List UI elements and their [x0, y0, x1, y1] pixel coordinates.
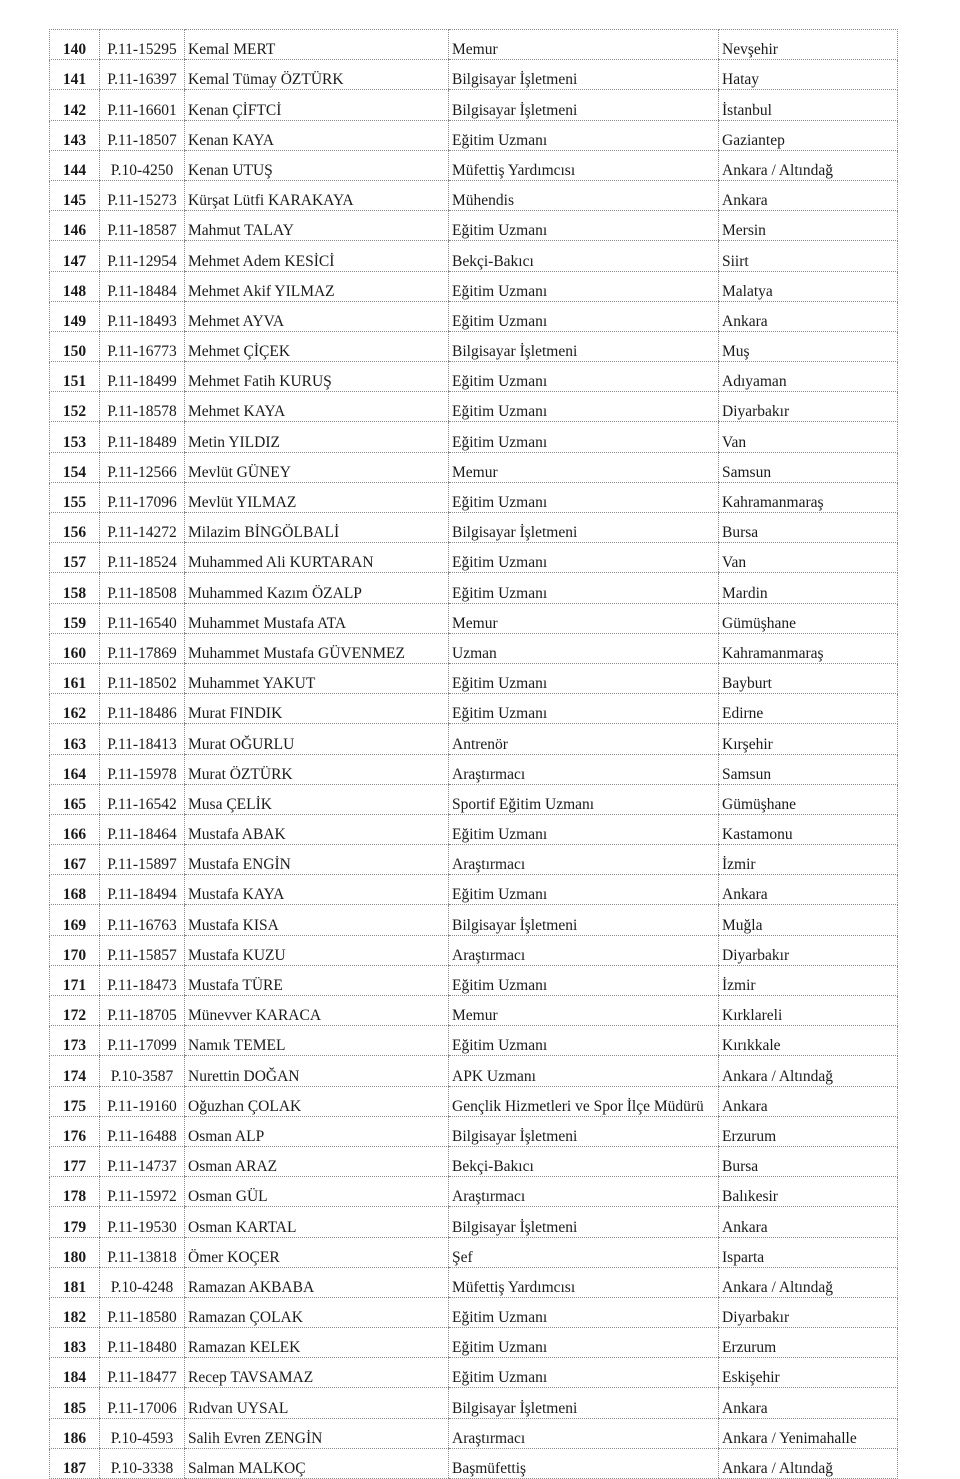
row-number-cell: 166: [50, 814, 100, 844]
job-title-cell: Bilgisayar İşletmeni: [449, 905, 719, 935]
row-number-cell: 164: [50, 754, 100, 784]
row-number-cell: 148: [50, 271, 100, 301]
location-cell: Bayburt: [719, 663, 898, 693]
personnel-table-body: [50, 30, 898, 1479]
row-number-cell: 175: [50, 1086, 100, 1116]
location-cell: Samsun: [719, 754, 898, 784]
table-row: [50, 1086, 898, 1116]
job-title-cell: Araştırmacı: [449, 935, 719, 965]
row-number-cell: 142: [50, 90, 100, 120]
person-name-cell: Mustafa ENGİN: [185, 845, 449, 875]
registry-number-cell: P.11-18484: [100, 271, 185, 301]
job-title-cell: Memur: [449, 996, 719, 1026]
job-title-cell: Eğitim Uzmanı: [449, 663, 719, 693]
person-name-cell: Kemal MERT: [185, 30, 449, 60]
row-number-cell: 153: [50, 422, 100, 452]
job-title-cell: Memur: [449, 603, 719, 633]
person-name-cell: Muhammet Mustafa ATA: [185, 603, 449, 633]
location-cell: Ankara: [719, 180, 898, 210]
person-name-cell: Osman KARTAL: [185, 1207, 449, 1237]
location-cell: Mardin: [719, 573, 898, 603]
location-cell: Gümüşhane: [719, 784, 898, 814]
row-number-cell: 172: [50, 996, 100, 1026]
location-cell: Balıkesir: [719, 1177, 898, 1207]
row-number-cell: 165: [50, 784, 100, 814]
registry-number-cell: P.10-4593: [100, 1418, 185, 1448]
person-name-cell: Ramazan KELEK: [185, 1328, 449, 1358]
location-cell: Van: [719, 422, 898, 452]
job-title-cell: Antrenör: [449, 724, 719, 754]
registry-number-cell: P.11-18486: [100, 694, 185, 724]
registry-number-cell: P.11-18507: [100, 120, 185, 150]
registry-number-cell: P.11-19530: [100, 1207, 185, 1237]
job-title-cell: Eğitim Uzmanı: [449, 482, 719, 512]
registry-number-cell: P.11-18580: [100, 1297, 185, 1327]
person-name-cell: Mehmet KAYA: [185, 392, 449, 422]
registry-number-cell: P.11-19160: [100, 1086, 185, 1116]
person-name-cell: Mevlüt GÜNEY: [185, 452, 449, 482]
location-cell: Ankara: [719, 1388, 898, 1418]
table-row: [50, 996, 898, 1026]
person-name-cell: Mehmet Akif YILMAZ: [185, 271, 449, 301]
person-name-cell: Osman ARAZ: [185, 1146, 449, 1176]
location-cell: Erzurum: [719, 1116, 898, 1146]
table-row: [50, 30, 898, 60]
row-number-cell: 180: [50, 1237, 100, 1267]
location-cell: Muğla: [719, 905, 898, 935]
job-title-cell: Bilgisayar İşletmeni: [449, 1207, 719, 1237]
table-row: [50, 392, 898, 422]
location-cell: Eskişehir: [719, 1358, 898, 1388]
job-title-cell: Bilgisayar İşletmeni: [449, 1116, 719, 1146]
location-cell: İstanbul: [719, 90, 898, 120]
row-number-cell: 162: [50, 694, 100, 724]
table-row: [50, 1328, 898, 1358]
person-name-cell: Ramazan AKBABA: [185, 1267, 449, 1297]
person-name-cell: Muhammet Mustafa GÜVENMEZ: [185, 633, 449, 663]
location-cell: Nevşehir: [719, 30, 898, 60]
location-cell: Kırklareli: [719, 996, 898, 1026]
location-cell: Diyarbakır: [719, 392, 898, 422]
registry-number-cell: P.11-18493: [100, 301, 185, 331]
location-cell: Malatya: [719, 271, 898, 301]
job-title-cell: Eğitim Uzmanı: [449, 211, 719, 241]
table-row: [50, 362, 898, 392]
job-title-cell: APK Uzmanı: [449, 1056, 719, 1086]
job-title-cell: Eğitim Uzmanı: [449, 422, 719, 452]
person-name-cell: Muhammed Ali KURTARAN: [185, 543, 449, 573]
job-title-cell: Eğitim Uzmanı: [449, 875, 719, 905]
location-cell: Bursa: [719, 513, 898, 543]
row-number-cell: 187: [50, 1448, 100, 1478]
person-name-cell: Muhammed Kazım ÖZALP: [185, 573, 449, 603]
row-number-cell: 184: [50, 1358, 100, 1388]
person-name-cell: Nurettin DOĞAN: [185, 1056, 449, 1086]
table-row: [50, 935, 898, 965]
job-title-cell: Eğitim Uzmanı: [449, 694, 719, 724]
table-row: [50, 965, 898, 995]
row-number-cell: 170: [50, 935, 100, 965]
person-name-cell: Recep TAVSAMAZ: [185, 1358, 449, 1388]
table-row: [50, 211, 898, 241]
registry-number-cell: P.11-12566: [100, 452, 185, 482]
location-cell: Ankara: [719, 875, 898, 905]
person-name-cell: Kenan UTUŞ: [185, 150, 449, 180]
job-title-cell: Eğitim Uzmanı: [449, 120, 719, 150]
row-number-cell: 174: [50, 1056, 100, 1086]
location-cell: Ankara / Altındağ: [719, 150, 898, 180]
location-cell: Ankara: [719, 301, 898, 331]
table-row: [50, 60, 898, 90]
job-title-cell: Gençlik Hizmetleri ve Spor İlçe Müdürü: [449, 1086, 719, 1116]
location-cell: Ankara / Altındağ: [719, 1056, 898, 1086]
location-cell: Mersin: [719, 211, 898, 241]
location-cell: Ankara: [719, 1207, 898, 1237]
table-row: [50, 754, 898, 784]
job-title-cell: Eğitim Uzmanı: [449, 543, 719, 573]
job-title-cell: Bilgisayar İşletmeni: [449, 60, 719, 90]
person-name-cell: Milazim BİNGÖLBALİ: [185, 513, 449, 543]
table-row: [50, 1116, 898, 1146]
registry-number-cell: P.11-12954: [100, 241, 185, 271]
job-title-cell: Müfettiş Yardımcısı: [449, 1267, 719, 1297]
job-title-cell: Eğitim Uzmanı: [449, 301, 719, 331]
location-cell: İzmir: [719, 965, 898, 995]
job-title-cell: Şef: [449, 1237, 719, 1267]
location-cell: Isparta: [719, 1237, 898, 1267]
table-row: [50, 905, 898, 935]
job-title-cell: Memur: [449, 452, 719, 482]
table-row: [50, 1237, 898, 1267]
registry-number-cell: P.11-17099: [100, 1026, 185, 1056]
table-row: [50, 724, 898, 754]
job-title-cell: Eğitim Uzmanı: [449, 1328, 719, 1358]
row-number-cell: 181: [50, 1267, 100, 1297]
registry-number-cell: P.11-17096: [100, 482, 185, 512]
person-name-cell: Kürşat Lütfi KARAKAYA: [185, 180, 449, 210]
job-title-cell: Eğitim Uzmanı: [449, 1026, 719, 1056]
location-cell: Diyarbakır: [719, 935, 898, 965]
registry-number-cell: P.11-17006: [100, 1388, 185, 1418]
registry-number-cell: P.11-16773: [100, 331, 185, 361]
table-row: [50, 633, 898, 663]
job-title-cell: Başmüfettiş: [449, 1448, 719, 1478]
person-name-cell: Murat OĞURLU: [185, 724, 449, 754]
table-row: [50, 1026, 898, 1056]
row-number-cell: 156: [50, 513, 100, 543]
job-title-cell: Eğitim Uzmanı: [449, 392, 719, 422]
location-cell: Muş: [719, 331, 898, 361]
table-row: [50, 90, 898, 120]
table-row: [50, 301, 898, 331]
registry-number-cell: P.11-16397: [100, 60, 185, 90]
person-name-cell: Muhammet YAKUT: [185, 663, 449, 693]
registry-number-cell: P.11-16763: [100, 905, 185, 935]
table-row: [50, 1267, 898, 1297]
registry-number-cell: P.11-15857: [100, 935, 185, 965]
row-number-cell: 186: [50, 1418, 100, 1448]
registry-number-cell: P.10-4250: [100, 150, 185, 180]
row-number-cell: 185: [50, 1388, 100, 1418]
row-number-cell: 178: [50, 1177, 100, 1207]
location-cell: Adıyaman: [719, 362, 898, 392]
registry-number-cell: P.11-14272: [100, 513, 185, 543]
registry-number-cell: P.11-15273: [100, 180, 185, 210]
location-cell: Ankara / Altındağ: [719, 1267, 898, 1297]
job-title-cell: Sportif Eğitim Uzmanı: [449, 784, 719, 814]
table-row: [50, 694, 898, 724]
person-name-cell: Münevver KARACA: [185, 996, 449, 1026]
person-name-cell: Metin YILDIZ: [185, 422, 449, 452]
table-row: [50, 603, 898, 633]
job-title-cell: Eğitim Uzmanı: [449, 1358, 719, 1388]
location-cell: Kırşehir: [719, 724, 898, 754]
location-cell: Erzurum: [719, 1328, 898, 1358]
row-number-cell: 155: [50, 482, 100, 512]
location-cell: Kırıkkale: [719, 1026, 898, 1056]
person-name-cell: Namık TEMEL: [185, 1026, 449, 1056]
location-cell: Ankara: [719, 1086, 898, 1116]
row-number-cell: 173: [50, 1026, 100, 1056]
person-name-cell: Mehmet AYVA: [185, 301, 449, 331]
table-row: [50, 573, 898, 603]
registry-number-cell: P.11-18413: [100, 724, 185, 754]
table-row: [50, 1418, 898, 1448]
job-title-cell: Araştırmacı: [449, 1177, 719, 1207]
personnel-table: [49, 29, 898, 1479]
table-row: [50, 1448, 898, 1478]
location-cell: Hatay: [719, 60, 898, 90]
row-number-cell: 182: [50, 1297, 100, 1327]
person-name-cell: Osman ALP: [185, 1116, 449, 1146]
location-cell: Edirne: [719, 694, 898, 724]
table-row: [50, 331, 898, 361]
job-title-cell: Bekçi-Bakıcı: [449, 241, 719, 271]
person-name-cell: Mustafa KUZU: [185, 935, 449, 965]
row-number-cell: 168: [50, 875, 100, 905]
row-number-cell: 163: [50, 724, 100, 754]
table-row: [50, 1146, 898, 1176]
table-row: [50, 150, 898, 180]
registry-number-cell: P.11-18587: [100, 211, 185, 241]
person-name-cell: Murat ÖZTÜRK: [185, 754, 449, 784]
job-title-cell: Bilgisayar İşletmeni: [449, 1388, 719, 1418]
job-title-cell: Araştırmacı: [449, 845, 719, 875]
job-title-cell: Eğitim Uzmanı: [449, 1297, 719, 1327]
table-row: [50, 1358, 898, 1388]
table-row: [50, 120, 898, 150]
row-number-cell: 161: [50, 663, 100, 693]
registry-number-cell: P.11-18705: [100, 996, 185, 1026]
person-name-cell: Mustafa KISA: [185, 905, 449, 935]
job-title-cell: Bilgisayar İşletmeni: [449, 331, 719, 361]
registry-number-cell: P.11-15978: [100, 754, 185, 784]
location-cell: Gaziantep: [719, 120, 898, 150]
row-number-cell: 145: [50, 180, 100, 210]
table-row: [50, 1388, 898, 1418]
registry-number-cell: P.11-18477: [100, 1358, 185, 1388]
registry-number-cell: P.11-15295: [100, 30, 185, 60]
job-title-cell: Memur: [449, 30, 719, 60]
person-name-cell: Mevlüt YILMAZ: [185, 482, 449, 512]
job-title-cell: Eğitim Uzmanı: [449, 573, 719, 603]
registry-number-cell: P.11-18464: [100, 814, 185, 844]
row-number-cell: 171: [50, 965, 100, 995]
table-row: [50, 845, 898, 875]
table-row: [50, 1177, 898, 1207]
row-number-cell: 150: [50, 331, 100, 361]
job-title-cell: Müfettiş Yardımcısı: [449, 150, 719, 180]
registry-number-cell: P.11-15897: [100, 845, 185, 875]
row-number-cell: 149: [50, 301, 100, 331]
person-name-cell: Musa ÇELİK: [185, 784, 449, 814]
row-number-cell: 154: [50, 452, 100, 482]
location-cell: Gümüşhane: [719, 603, 898, 633]
registry-number-cell: P.11-13818: [100, 1237, 185, 1267]
row-number-cell: 151: [50, 362, 100, 392]
row-number-cell: 144: [50, 150, 100, 180]
location-cell: Kahramanmaraş: [719, 482, 898, 512]
registry-number-cell: P.11-18502: [100, 663, 185, 693]
person-name-cell: Mustafa KAYA: [185, 875, 449, 905]
registry-number-cell: P.11-16542: [100, 784, 185, 814]
person-name-cell: Mehmet ÇİÇEK: [185, 331, 449, 361]
row-number-cell: 167: [50, 845, 100, 875]
person-name-cell: Mehmet Adem KESİCİ: [185, 241, 449, 271]
table-row: [50, 663, 898, 693]
row-number-cell: 152: [50, 392, 100, 422]
registry-number-cell: P.10-4248: [100, 1267, 185, 1297]
table-row: [50, 1056, 898, 1086]
document-page: [49, 29, 897, 1479]
person-name-cell: Mustafa TÜRE: [185, 965, 449, 995]
person-name-cell: Rıdvan UYSAL: [185, 1388, 449, 1418]
person-name-cell: Salman MALKOÇ: [185, 1448, 449, 1478]
job-title-cell: Araştırmacı: [449, 754, 719, 784]
person-name-cell: Kemal Tümay ÖZTÜRK: [185, 60, 449, 90]
job-title-cell: Eğitim Uzmanı: [449, 814, 719, 844]
table-row: [50, 1207, 898, 1237]
person-name-cell: Kenan KAYA: [185, 120, 449, 150]
row-number-cell: 146: [50, 211, 100, 241]
person-name-cell: Oğuzhan ÇOLAK: [185, 1086, 449, 1116]
table-row: [50, 1297, 898, 1327]
job-title-cell: Eğitim Uzmanı: [449, 965, 719, 995]
person-name-cell: Mustafa ABAK: [185, 814, 449, 844]
row-number-cell: 157: [50, 543, 100, 573]
table-row: [50, 180, 898, 210]
row-number-cell: 179: [50, 1207, 100, 1237]
person-name-cell: Mehmet Fatih KURUŞ: [185, 362, 449, 392]
job-title-cell: Uzman: [449, 633, 719, 663]
registry-number-cell: P.11-14737: [100, 1146, 185, 1176]
person-name-cell: Osman GÜL: [185, 1177, 449, 1207]
registry-number-cell: P.11-16601: [100, 90, 185, 120]
registry-number-cell: P.11-17869: [100, 633, 185, 663]
row-number-cell: 140: [50, 30, 100, 60]
job-title-cell: Araştırmacı: [449, 1418, 719, 1448]
registry-number-cell: P.11-18578: [100, 392, 185, 422]
row-number-cell: 147: [50, 241, 100, 271]
person-name-cell: Mahmut TALAY: [185, 211, 449, 241]
job-title-cell: Eğitim Uzmanı: [449, 362, 719, 392]
job-title-cell: Eğitim Uzmanı: [449, 271, 719, 301]
location-cell: Siirt: [719, 241, 898, 271]
table-row: [50, 482, 898, 512]
table-row: [50, 271, 898, 301]
location-cell: Ankara / Yenimahalle: [719, 1418, 898, 1448]
row-number-cell: 169: [50, 905, 100, 935]
table-row: [50, 513, 898, 543]
row-number-cell: 141: [50, 60, 100, 90]
location-cell: Van: [719, 543, 898, 573]
registry-number-cell: P.11-18480: [100, 1328, 185, 1358]
table-row: [50, 814, 898, 844]
registry-number-cell: P.11-18524: [100, 543, 185, 573]
job-title-cell: Bilgisayar İşletmeni: [449, 90, 719, 120]
job-title-cell: Mühendis: [449, 180, 719, 210]
location-cell: Bursa: [719, 1146, 898, 1176]
person-name-cell: Ömer KOÇER: [185, 1237, 449, 1267]
location-cell: Diyarbakır: [719, 1297, 898, 1327]
row-number-cell: 158: [50, 573, 100, 603]
person-name-cell: Murat FINDIK: [185, 694, 449, 724]
registry-number-cell: P.10-3338: [100, 1448, 185, 1478]
registry-number-cell: P.11-15972: [100, 1177, 185, 1207]
table-row: [50, 241, 898, 271]
table-row: [50, 452, 898, 482]
row-number-cell: 159: [50, 603, 100, 633]
table-row: [50, 875, 898, 905]
job-title-cell: Bekçi-Bakıcı: [449, 1146, 719, 1176]
table-row: [50, 784, 898, 814]
registry-number-cell: P.11-18473: [100, 965, 185, 995]
registry-number-cell: P.11-18494: [100, 875, 185, 905]
person-name-cell: Kenan ÇİFTCİ: [185, 90, 449, 120]
person-name-cell: Ramazan ÇOLAK: [185, 1297, 449, 1327]
location-cell: Kastamonu: [719, 814, 898, 844]
location-cell: İzmir: [719, 845, 898, 875]
table-row: [50, 422, 898, 452]
registry-number-cell: P.11-18499: [100, 362, 185, 392]
location-cell: Samsun: [719, 452, 898, 482]
registry-number-cell: P.10-3587: [100, 1056, 185, 1086]
location-cell: Ankara / Altındağ: [719, 1448, 898, 1478]
row-number-cell: 143: [50, 120, 100, 150]
registry-number-cell: P.11-16540: [100, 603, 185, 633]
location-cell: Kahramanmaraş: [719, 633, 898, 663]
registry-number-cell: P.11-16488: [100, 1116, 185, 1146]
row-number-cell: 177: [50, 1146, 100, 1176]
person-name-cell: Salih Evren ZENGİN: [185, 1418, 449, 1448]
row-number-cell: 160: [50, 633, 100, 663]
row-number-cell: 176: [50, 1116, 100, 1146]
registry-number-cell: P.11-18489: [100, 422, 185, 452]
job-title-cell: Bilgisayar İşletmeni: [449, 513, 719, 543]
registry-number-cell: P.11-18508: [100, 573, 185, 603]
table-row: [50, 543, 898, 573]
row-number-cell: 183: [50, 1328, 100, 1358]
